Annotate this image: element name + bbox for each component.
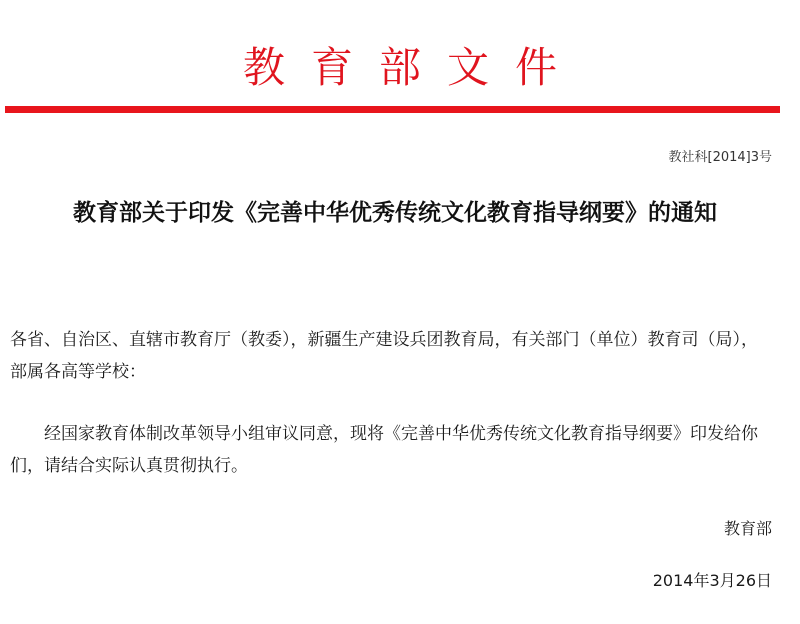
body-paragraph: 经国家教育体制改革领导小组审议同意，现将《完善中华优秀传统文化教育指导纲要》印发给你们，请结合实际认真贯彻执行。 bbox=[10, 424, 758, 476]
document-title: 教育部关于印发《完善中华优秀传统文化教育指导纲要》的通知 bbox=[73, 200, 717, 226]
issue-date: 2014年3月26日 bbox=[652, 571, 772, 590]
masthead-title: 教育部文件 bbox=[242, 43, 583, 92]
addressee-text: 各省、自治区、直辖市教育厅（教委），新疆生产建设兵团教育局，有关部门（单位）教育司（局），部属各高等学校： bbox=[10, 330, 758, 382]
red-header-rule bbox=[5, 106, 780, 113]
document-number: 教社科[2014]3号 bbox=[668, 150, 772, 165]
issuer-signature: 教育部 bbox=[723, 519, 772, 538]
